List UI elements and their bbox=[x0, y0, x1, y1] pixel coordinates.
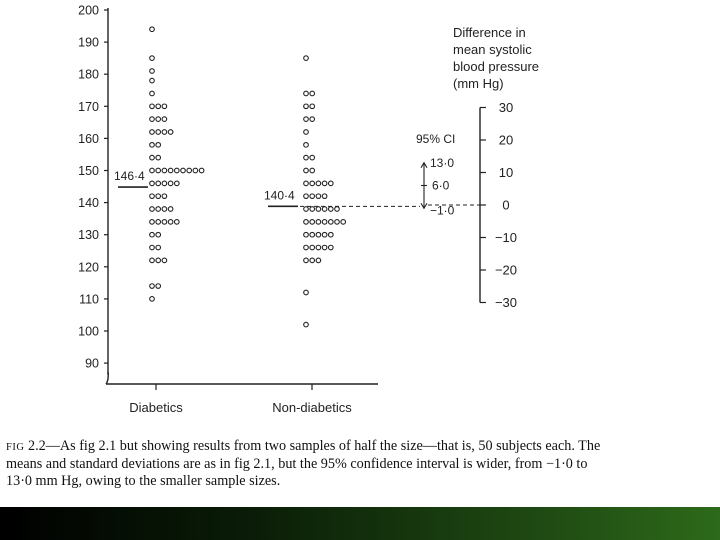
dot-1 bbox=[304, 130, 309, 135]
ci-label: 95% CI bbox=[416, 131, 456, 146]
dot-0 bbox=[150, 69, 155, 74]
dot-0 bbox=[150, 232, 155, 237]
dot-0 bbox=[150, 117, 155, 122]
dot-0 bbox=[156, 155, 161, 160]
dot-1 bbox=[310, 155, 315, 160]
category-labels bbox=[129, 384, 352, 415]
y-tick-label-100: 100 bbox=[78, 324, 99, 339]
dot-1 bbox=[322, 220, 327, 225]
dot-1 bbox=[304, 232, 309, 237]
dot-0 bbox=[150, 245, 155, 250]
difference-tick-label-5: −20 bbox=[494, 262, 518, 278]
dot-0 bbox=[156, 207, 161, 212]
dot-0 bbox=[168, 220, 173, 225]
dot-1 bbox=[304, 258, 309, 263]
dot-0 bbox=[162, 258, 167, 263]
difference-tick-label-3: 0 bbox=[502, 197, 510, 213]
dot-1 bbox=[310, 207, 315, 212]
dot-0 bbox=[168, 181, 173, 186]
dot-1 bbox=[316, 232, 321, 237]
dot-1 bbox=[310, 245, 315, 250]
dot-0 bbox=[175, 168, 180, 173]
dot-0 bbox=[199, 168, 204, 173]
dot-0 bbox=[162, 181, 167, 186]
dot-1 bbox=[304, 117, 309, 122]
dot-0 bbox=[156, 194, 161, 199]
dot-1 bbox=[316, 245, 321, 250]
difference-axis-title-line-1: mean systolic bbox=[453, 42, 532, 57]
dot-1 bbox=[310, 117, 315, 122]
dot-1 bbox=[310, 91, 315, 96]
dot-0 bbox=[156, 245, 161, 250]
dot-1 bbox=[304, 155, 309, 160]
dot-1 bbox=[304, 194, 309, 199]
dot-1 bbox=[316, 220, 321, 225]
dot-0 bbox=[162, 104, 167, 109]
y-tick-label-160: 160 bbox=[78, 131, 99, 146]
dot-0 bbox=[156, 168, 161, 173]
y-tick-label-170: 170 bbox=[78, 99, 99, 114]
y-tick-label-200: 200 bbox=[78, 3, 99, 18]
difference-tick-label-0: 30 bbox=[498, 100, 514, 115]
dot-1 bbox=[322, 207, 327, 212]
dot-0 bbox=[150, 284, 155, 289]
y-tick-label-150: 150 bbox=[78, 164, 99, 178]
dot-0 bbox=[150, 258, 155, 263]
dot-0 bbox=[150, 104, 155, 109]
dot-0 bbox=[156, 284, 161, 289]
dot-1 bbox=[304, 207, 309, 212]
dot-0 bbox=[150, 143, 155, 148]
dot-0 bbox=[162, 220, 167, 225]
caption-fig-label: FIG bbox=[6, 442, 25, 453]
dot-0 bbox=[156, 258, 161, 263]
dot-1 bbox=[304, 181, 309, 186]
footer-left-tab bbox=[0, 507, 22, 540]
y-tick-label-140: 140 bbox=[78, 196, 99, 211]
dot-0 bbox=[175, 220, 180, 225]
dot-1 bbox=[322, 245, 327, 250]
dot-1 bbox=[316, 258, 321, 263]
dot-1 bbox=[329, 232, 334, 237]
dot-1 bbox=[304, 104, 309, 109]
dot-1 bbox=[310, 194, 315, 199]
y-tick-label-90: 90 bbox=[85, 356, 99, 371]
dot-0 bbox=[162, 130, 167, 135]
dot-1 bbox=[335, 220, 340, 225]
dot-0 bbox=[168, 130, 173, 135]
dot-0 bbox=[187, 168, 192, 173]
dot-0 bbox=[156, 181, 161, 186]
footer-bar bbox=[0, 507, 720, 540]
dot-1 bbox=[304, 56, 309, 61]
dot-0 bbox=[162, 207, 167, 212]
dot-0 bbox=[156, 104, 161, 109]
x-category-label-0: Diabetics bbox=[129, 400, 183, 415]
dot-1 bbox=[310, 220, 315, 225]
dot-1 bbox=[329, 220, 334, 225]
dot-0 bbox=[156, 130, 161, 135]
dot-0 bbox=[150, 78, 155, 83]
ci-point-label: 6·0 bbox=[432, 178, 450, 193]
dot-1 bbox=[304, 245, 309, 250]
dot-1 bbox=[316, 207, 321, 212]
dot-0 bbox=[150, 220, 155, 225]
difference-tick-label-4: −10 bbox=[494, 230, 518, 245]
x-category-label-1: Non-diabetics bbox=[272, 400, 352, 415]
y-tick-label-110: 110 bbox=[79, 292, 99, 307]
dot-1 bbox=[322, 232, 327, 237]
dot-0 bbox=[150, 297, 155, 302]
dot-0 bbox=[156, 232, 161, 237]
dot-0 bbox=[156, 220, 161, 225]
difference-axis bbox=[453, 25, 539, 310]
dot-1 bbox=[329, 245, 334, 250]
dot-1 bbox=[310, 181, 315, 186]
y-tick-label-130: 130 bbox=[78, 228, 99, 243]
dot-1 bbox=[329, 181, 334, 186]
figure-caption bbox=[6, 438, 612, 490]
y-tick-label-180: 180 bbox=[78, 67, 99, 82]
y-tick-label-120: 120 bbox=[78, 260, 99, 275]
dot-1 bbox=[304, 220, 309, 225]
group-means bbox=[114, 169, 298, 206]
dot-0 bbox=[150, 130, 155, 135]
data-points bbox=[150, 27, 346, 327]
difference-axis-title-line-3: (mm Hg) bbox=[453, 76, 504, 91]
mean-label-0: 146·4 bbox=[114, 169, 145, 184]
blood-pressure-axis bbox=[78, 4, 378, 385]
y-axis-break bbox=[106, 372, 108, 384]
ci-lower-label: −1·0 bbox=[430, 203, 455, 218]
dot-0 bbox=[168, 168, 173, 173]
difference-tick-label-1: 20 bbox=[498, 132, 514, 148]
dot-0 bbox=[150, 194, 155, 199]
difference-axis-title-line-2: blood pressure bbox=[453, 59, 539, 74]
dot-1 bbox=[304, 143, 309, 148]
dot-0 bbox=[175, 181, 180, 186]
dot-1 bbox=[304, 168, 309, 173]
dot-1 bbox=[310, 104, 315, 109]
dot-0 bbox=[181, 168, 186, 173]
dot-0 bbox=[156, 117, 161, 122]
dot-1 bbox=[310, 258, 315, 263]
dot-0 bbox=[150, 155, 155, 160]
dot-1 bbox=[304, 91, 309, 96]
dot-0 bbox=[162, 117, 167, 122]
caption-text: 2.2—As fig 2.1 but showing results from two samples of half the size—that is, 50 subjects each. The means and standard deviations are as in fig 2.1, but the 95% confidence interval is wider, from −1·0 to 13·0 mm Hg, owing to the smaller sample sizes. bbox=[6, 438, 604, 489]
dot-0 bbox=[150, 27, 155, 32]
dot-0 bbox=[150, 91, 155, 96]
dot-1 bbox=[316, 194, 321, 199]
dot-0 bbox=[150, 56, 155, 61]
dot-0 bbox=[150, 181, 155, 186]
dot-0 bbox=[150, 207, 155, 212]
difference-axis-title-line-0: Difference in bbox=[453, 25, 526, 40]
dot-0 bbox=[168, 207, 173, 212]
dot-1 bbox=[335, 207, 340, 212]
dot-0 bbox=[193, 168, 198, 173]
dot-1 bbox=[310, 168, 315, 173]
dot-0 bbox=[162, 168, 167, 173]
dot-1 bbox=[316, 181, 321, 186]
confidence-interval bbox=[300, 132, 480, 218]
difference-tick-label-6: −30 bbox=[494, 295, 518, 310]
dot-0 bbox=[156, 143, 161, 148]
dot-1 bbox=[304, 322, 309, 327]
ci-upper-label: 13·0 bbox=[430, 155, 455, 170]
dot-1 bbox=[329, 207, 334, 212]
dot-0 bbox=[150, 168, 155, 173]
dot-1 bbox=[322, 181, 327, 186]
dot-1 bbox=[322, 194, 327, 199]
difference-tick-label-2: 10 bbox=[498, 165, 514, 180]
dot-1 bbox=[304, 290, 309, 295]
dot-1 bbox=[310, 232, 315, 237]
y-tick-label-190: 190 bbox=[78, 35, 99, 50]
dot-1 bbox=[341, 220, 346, 225]
mean-label-1: 140·4 bbox=[264, 188, 295, 203]
dot-0 bbox=[162, 194, 167, 199]
